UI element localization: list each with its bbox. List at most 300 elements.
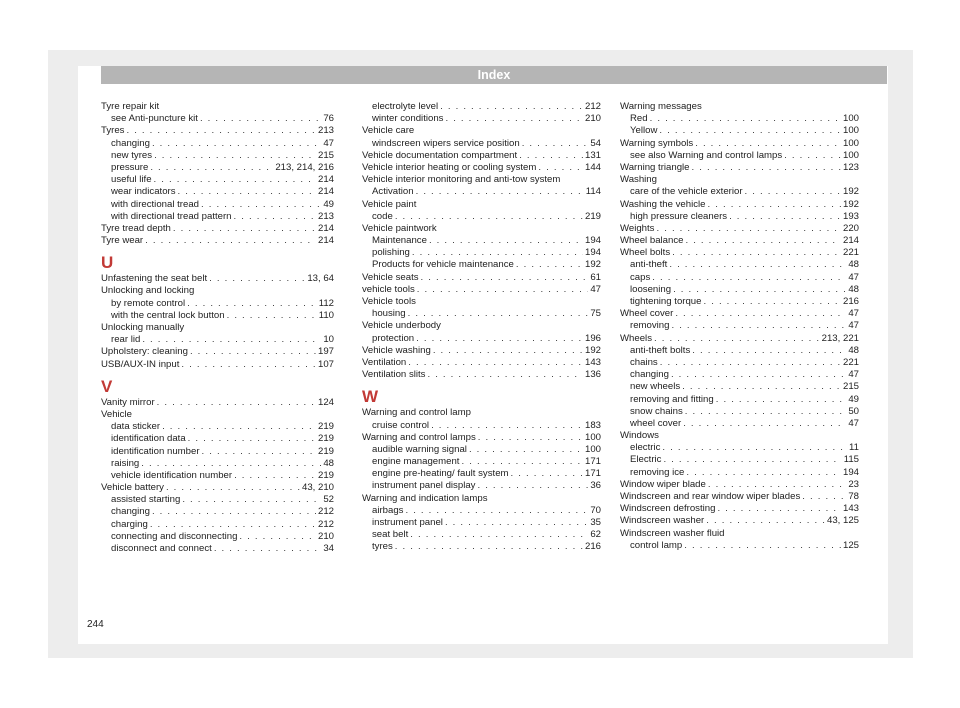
entry-term: identification number bbox=[111, 445, 200, 457]
dot-leader bbox=[395, 211, 583, 223]
index-subentry bbox=[362, 420, 601, 432]
index-subentry bbox=[620, 211, 859, 223]
page-reference: 131 bbox=[584, 149, 601, 161]
dot-leader bbox=[427, 369, 583, 381]
entry-term: Wheel cover bbox=[620, 308, 674, 320]
dot-leader bbox=[150, 519, 316, 531]
index-subentry bbox=[101, 150, 334, 162]
page-reference: 115 bbox=[843, 454, 859, 466]
dot-leader bbox=[729, 211, 841, 223]
page-reference: 48 bbox=[848, 344, 859, 356]
page-reference: 214 bbox=[317, 235, 334, 247]
entry-term: with directional tread pattern bbox=[111, 210, 232, 222]
page-reference: 43, 210 bbox=[301, 482, 334, 494]
page-reference: 143 bbox=[842, 503, 859, 515]
entry-term: data sticker bbox=[111, 421, 161, 433]
index-entry bbox=[620, 491, 859, 503]
dot-leader bbox=[410, 529, 588, 541]
dot-leader bbox=[671, 320, 846, 332]
index-subentry bbox=[620, 259, 859, 271]
dot-leader bbox=[538, 162, 583, 174]
index-entry bbox=[620, 162, 859, 174]
page-reference: 216 bbox=[584, 541, 601, 553]
page-reference: 213 bbox=[317, 210, 334, 222]
index-entry bbox=[362, 357, 601, 369]
dot-leader bbox=[154, 150, 316, 162]
index-subentry bbox=[620, 272, 859, 284]
entry-term: Activation bbox=[372, 186, 414, 198]
entry-term: Warning and indication lamps bbox=[362, 492, 488, 504]
entry-term: charging bbox=[111, 518, 148, 530]
entry-term: Windows bbox=[620, 430, 659, 442]
index-entry bbox=[620, 101, 859, 113]
entry-term: code bbox=[372, 210, 393, 222]
entry-term: instrument panel display bbox=[372, 480, 476, 492]
entry-term: cruise control bbox=[372, 419, 430, 431]
index-subentry bbox=[362, 468, 601, 480]
dot-leader bbox=[685, 406, 847, 418]
entry-term: Tyre wear bbox=[101, 235, 144, 247]
dot-leader bbox=[433, 345, 583, 357]
index-entry bbox=[362, 345, 601, 357]
index-entry bbox=[620, 199, 859, 211]
dot-leader bbox=[706, 515, 825, 527]
dot-leader bbox=[234, 470, 316, 482]
page-reference: 49 bbox=[848, 393, 859, 405]
entry-term: caps bbox=[630, 271, 651, 283]
entry-term: Vehicle seats bbox=[362, 271, 419, 283]
entry-term: airbags bbox=[372, 504, 404, 516]
dot-leader bbox=[692, 162, 841, 174]
page-reference: 193 bbox=[842, 210, 859, 222]
dot-leader bbox=[162, 421, 316, 433]
dot-leader bbox=[142, 334, 321, 346]
dot-leader bbox=[421, 272, 589, 284]
index-subentry bbox=[620, 113, 859, 125]
entry-term: Windscreen and rear window wiper blades bbox=[620, 491, 801, 502]
dot-leader bbox=[440, 101, 583, 113]
page-reference: 47 bbox=[590, 283, 601, 295]
dot-leader bbox=[671, 369, 846, 381]
entry-term: Warning symbols bbox=[620, 137, 694, 149]
page-reference: 194 bbox=[842, 466, 859, 478]
entry-term: raising bbox=[111, 457, 140, 469]
page-reference: 216 bbox=[842, 296, 859, 307]
index-entry bbox=[101, 397, 334, 409]
entry-term: high pressure cleaners bbox=[630, 210, 728, 222]
dot-leader bbox=[692, 345, 846, 357]
page-reference: 214 bbox=[317, 186, 334, 198]
index-subentry bbox=[362, 235, 601, 247]
entry-term: Warning triangle bbox=[620, 161, 690, 173]
index-entry bbox=[101, 223, 334, 235]
dot-leader bbox=[126, 125, 316, 137]
entry-term: Windscreen washer bbox=[620, 515, 705, 527]
dot-leader bbox=[227, 310, 317, 322]
page-reference: 212 bbox=[317, 518, 334, 530]
page-reference: 76 bbox=[323, 113, 334, 125]
page-reference: 47 bbox=[848, 417, 859, 429]
dot-leader bbox=[173, 223, 316, 235]
entry-term: see Anti-puncture kit bbox=[111, 113, 198, 125]
index-entry bbox=[362, 493, 601, 505]
index-subentry bbox=[362, 541, 601, 553]
index-entry bbox=[362, 223, 601, 235]
entry-term: housing bbox=[372, 308, 406, 320]
entry-term: with the central lock button bbox=[111, 309, 225, 321]
entry-term: Red bbox=[630, 113, 648, 125]
entry-term: Ventilation bbox=[362, 356, 407, 368]
page-reference: 75 bbox=[590, 308, 601, 320]
page-reference: 110 bbox=[318, 309, 334, 321]
index-subentry bbox=[362, 333, 601, 345]
dot-leader bbox=[154, 174, 316, 186]
dot-leader bbox=[395, 541, 583, 553]
entry-term: Warning messages bbox=[620, 101, 702, 112]
page-reference: 47 bbox=[848, 369, 859, 381]
entry-term: audible warning signal bbox=[372, 443, 467, 455]
index-subentry bbox=[101, 199, 334, 211]
index-subentry bbox=[362, 186, 601, 198]
dot-leader bbox=[669, 259, 846, 271]
entry-term: protection bbox=[372, 332, 415, 344]
dot-leader bbox=[516, 259, 583, 271]
entry-term: Warning and control lamps bbox=[362, 431, 476, 443]
page-reference: 210 bbox=[584, 113, 601, 125]
dot-leader bbox=[695, 138, 841, 150]
index-subentry bbox=[362, 247, 601, 259]
entry-term: Vehicle tools bbox=[362, 296, 416, 307]
dot-leader bbox=[166, 482, 300, 494]
dot-leader bbox=[652, 272, 846, 284]
entry-term: Windscreen defrosting bbox=[620, 503, 716, 515]
index-subentry bbox=[101, 334, 334, 346]
index-subentry bbox=[101, 162, 334, 174]
index-subentry bbox=[101, 113, 334, 125]
index-subentry bbox=[620, 357, 859, 369]
entry-term: anti-theft bolts bbox=[630, 344, 691, 356]
index-entry bbox=[362, 284, 601, 296]
dot-leader bbox=[214, 543, 322, 555]
entry-term: instrument panel bbox=[372, 517, 443, 528]
entry-term: Wheel bolts bbox=[620, 247, 671, 259]
index-entry bbox=[620, 479, 859, 491]
entry-term: Yellow bbox=[630, 125, 658, 137]
entry-term: wear indicators bbox=[111, 186, 176, 198]
dot-leader bbox=[408, 308, 589, 320]
entry-term: Vehicle interior monitoring and anti-tow system bbox=[362, 174, 561, 186]
index-entry bbox=[620, 503, 859, 515]
dot-leader bbox=[675, 308, 846, 320]
dot-leader bbox=[209, 273, 305, 285]
entry-term: Washing bbox=[620, 174, 657, 186]
entry-term: winter conditions bbox=[372, 113, 444, 125]
page-reference: 210 bbox=[317, 530, 334, 542]
dot-leader bbox=[784, 150, 841, 162]
page-reference: 192 bbox=[842, 186, 859, 198]
index-entry bbox=[620, 515, 859, 527]
index-subentry bbox=[362, 517, 601, 529]
entry-term: engine management bbox=[372, 456, 460, 468]
entry-term: connecting and disconnecting bbox=[111, 530, 238, 542]
index-subentry bbox=[620, 150, 859, 162]
index-subentry bbox=[101, 446, 334, 458]
entry-term: Tyres bbox=[101, 125, 125, 137]
dot-leader bbox=[683, 418, 846, 430]
dot-leader bbox=[150, 162, 273, 174]
dot-leader bbox=[201, 199, 321, 211]
page-reference: 100 bbox=[842, 125, 859, 137]
index-entry bbox=[101, 235, 334, 247]
page-reference: 221 bbox=[842, 247, 859, 259]
index-subentry bbox=[362, 211, 601, 223]
entry-term: tightening torque bbox=[630, 296, 702, 307]
index-column-3 bbox=[620, 101, 859, 552]
page-reference: 192 bbox=[584, 259, 601, 271]
entry-term: Upholstery: cleaning bbox=[101, 346, 188, 358]
index-entry bbox=[101, 346, 334, 358]
dot-leader bbox=[200, 113, 321, 125]
page-reference: 123 bbox=[842, 161, 859, 173]
index-subentry bbox=[101, 310, 334, 322]
index-subentry bbox=[620, 186, 859, 198]
entry-term: Vehicle paintwork bbox=[362, 222, 437, 234]
entry-term: Wheels bbox=[620, 332, 652, 344]
index-subentry bbox=[101, 458, 334, 470]
entry-term: Wheel balance bbox=[620, 235, 684, 247]
page-reference: 219 bbox=[317, 421, 334, 433]
index-entry bbox=[101, 101, 334, 113]
index-entry bbox=[362, 174, 601, 186]
page-reference: 36 bbox=[590, 480, 601, 492]
index-entry bbox=[362, 320, 601, 332]
entry-term: USB/AUX-IN input bbox=[101, 358, 180, 370]
index-subentry bbox=[101, 174, 334, 186]
index-column-2 bbox=[362, 101, 601, 554]
entry-term: Products for vehicle maintenance bbox=[372, 259, 514, 271]
entry-term: Unlocking and locking bbox=[101, 285, 195, 297]
page-reference: 219 bbox=[584, 210, 601, 222]
page-reference: 114 bbox=[585, 186, 601, 198]
page-reference: 100 bbox=[584, 431, 601, 443]
index-subentry bbox=[620, 284, 859, 296]
entry-term: pressure bbox=[111, 161, 149, 173]
index-subentry bbox=[362, 113, 601, 125]
index-entry bbox=[101, 482, 334, 494]
dot-leader bbox=[522, 138, 589, 150]
index-subentry bbox=[620, 418, 859, 430]
entry-term: snow chains bbox=[630, 405, 683, 417]
page-reference: 48 bbox=[848, 259, 859, 271]
page-reference: 171 bbox=[584, 468, 601, 480]
page-reference: 213, 214, 216 bbox=[275, 161, 334, 173]
entry-term: Vehicle washing bbox=[362, 344, 431, 356]
page-reference: 47 bbox=[848, 308, 859, 320]
dot-leader bbox=[416, 333, 583, 345]
entry-term: Washing the vehicle bbox=[620, 198, 706, 210]
index-entry bbox=[101, 285, 334, 297]
index-subentry bbox=[362, 444, 601, 456]
page-reference: 49 bbox=[323, 198, 334, 210]
page-reference: 100 bbox=[842, 137, 859, 149]
dot-leader bbox=[445, 517, 588, 529]
entry-term: changing bbox=[111, 506, 150, 518]
dot-leader bbox=[663, 454, 841, 466]
dot-leader bbox=[182, 494, 321, 506]
dot-leader bbox=[234, 211, 316, 223]
page-reference: 35 bbox=[590, 517, 601, 528]
entry-term: useful life bbox=[111, 174, 152, 186]
entry-term: anti-theft bbox=[630, 259, 668, 271]
index-subentry bbox=[620, 394, 859, 406]
page-reference: 212 bbox=[317, 506, 334, 518]
index-entry bbox=[620, 174, 859, 186]
entry-term: removing bbox=[630, 320, 670, 332]
page-reference: 13, 64 bbox=[307, 273, 334, 285]
index-entry bbox=[101, 273, 334, 285]
entry-term: new wheels bbox=[630, 381, 681, 393]
entry-term: Vehicle paint bbox=[362, 198, 417, 210]
page-reference: 70 bbox=[590, 504, 601, 516]
index-entry bbox=[101, 125, 334, 137]
index-subentry bbox=[101, 531, 334, 543]
index-entry bbox=[620, 235, 859, 247]
page-reference: 112 bbox=[318, 297, 334, 309]
page-reference: 124 bbox=[317, 396, 334, 408]
entry-term: Vanity mirror bbox=[101, 396, 155, 408]
entry-term: Vehicle care bbox=[362, 125, 415, 137]
page-reference: 213 bbox=[317, 125, 334, 137]
entry-term: Unfastening the seat belt bbox=[101, 273, 208, 285]
page-reference: 34 bbox=[323, 543, 334, 554]
index-entry bbox=[362, 150, 601, 162]
page-reference: 100 bbox=[842, 149, 859, 161]
index-subentry bbox=[362, 480, 601, 492]
dot-leader bbox=[703, 296, 841, 308]
entry-term: Electric bbox=[630, 454, 662, 466]
entry-term: windscreen wipers service position bbox=[372, 137, 520, 149]
dot-leader bbox=[686, 467, 841, 479]
dot-leader bbox=[417, 284, 589, 296]
page-reference: 11 bbox=[849, 442, 859, 454]
page-reference: 220 bbox=[842, 222, 859, 234]
page-reference: 61 bbox=[590, 271, 601, 283]
dot-leader bbox=[708, 479, 846, 491]
page-reference: 215 bbox=[317, 149, 334, 161]
dot-leader bbox=[684, 540, 841, 552]
dot-leader bbox=[745, 186, 841, 198]
entry-term: vehicle identification number bbox=[111, 469, 233, 481]
dot-leader bbox=[802, 491, 846, 503]
index-entry bbox=[620, 138, 859, 150]
page-reference: 143 bbox=[584, 356, 601, 368]
page-reference: 52 bbox=[323, 494, 334, 506]
index-entry bbox=[620, 528, 859, 540]
page-reference: 192 bbox=[584, 344, 601, 356]
index-entry bbox=[362, 407, 601, 419]
page-reference: 54 bbox=[590, 137, 601, 149]
entry-term: with directional tread bbox=[111, 198, 199, 210]
dot-leader bbox=[478, 432, 583, 444]
entry-term: Ventilation slits bbox=[362, 369, 426, 381]
entry-term: seat belt bbox=[372, 529, 409, 541]
dot-leader bbox=[157, 397, 316, 409]
index-subentry bbox=[620, 442, 859, 454]
page-reference: 194 bbox=[584, 235, 601, 247]
index-subentry bbox=[101, 211, 334, 223]
page-reference: 78 bbox=[848, 491, 859, 502]
index-entry bbox=[620, 247, 859, 259]
page-reference: 219 bbox=[317, 469, 334, 481]
page-reference: 48 bbox=[848, 283, 859, 295]
entry-term: Unlocking manually bbox=[101, 322, 185, 333]
index-entry bbox=[620, 333, 859, 345]
index-entry bbox=[362, 162, 601, 174]
entry-term: tyres bbox=[372, 541, 393, 553]
page-reference: 144 bbox=[584, 161, 601, 173]
page-reference: 221 bbox=[842, 356, 859, 368]
index-subentry bbox=[101, 519, 334, 531]
entry-term: rear lid bbox=[111, 334, 141, 346]
index-subentry bbox=[620, 369, 859, 381]
index-subentry bbox=[362, 456, 601, 468]
index-subentry bbox=[620, 454, 859, 466]
index-subentry bbox=[101, 470, 334, 482]
dot-leader bbox=[239, 531, 316, 543]
index-subentry bbox=[620, 345, 859, 357]
dot-leader bbox=[682, 381, 841, 393]
dot-leader bbox=[145, 235, 316, 247]
dot-leader bbox=[656, 223, 841, 235]
entry-term: assisted starting bbox=[111, 494, 181, 506]
page-reference: 23 bbox=[848, 478, 859, 490]
dot-leader bbox=[431, 420, 583, 432]
index-subentry bbox=[620, 540, 859, 552]
index-subentry bbox=[101, 186, 334, 198]
dot-leader bbox=[672, 247, 841, 259]
dot-leader bbox=[141, 458, 321, 470]
dot-leader bbox=[654, 333, 820, 345]
index-subentry bbox=[101, 298, 334, 310]
page-number: 244 bbox=[87, 619, 104, 630]
index-subentry bbox=[362, 505, 601, 517]
index-subentry bbox=[101, 421, 334, 433]
page-reference: 100 bbox=[842, 113, 859, 125]
index-entry bbox=[101, 409, 334, 421]
entry-term: Tyre repair kit bbox=[101, 101, 160, 112]
dot-leader bbox=[461, 456, 583, 468]
index-entry bbox=[620, 223, 859, 235]
page-reference: 214 bbox=[317, 174, 334, 186]
entry-term: vehicle tools bbox=[362, 283, 415, 295]
page-reference: 212 bbox=[584, 101, 601, 112]
dot-leader bbox=[477, 480, 588, 492]
index-entry bbox=[620, 430, 859, 442]
dot-leader bbox=[662, 442, 847, 454]
entry-term: electric bbox=[630, 442, 661, 454]
entry-term: see also Warning and control lamps bbox=[630, 149, 783, 161]
entry-term: loosening bbox=[630, 283, 672, 295]
entry-term: chains bbox=[630, 356, 658, 368]
dot-leader bbox=[716, 394, 847, 406]
dot-leader bbox=[187, 298, 317, 310]
index-subentry bbox=[101, 138, 334, 150]
entry-term: by remote control bbox=[111, 297, 186, 309]
entry-term: engine pre-heating/ fault system bbox=[372, 468, 509, 480]
dot-leader bbox=[408, 357, 583, 369]
index-subentry bbox=[362, 529, 601, 541]
entry-term: Tyre tread depth bbox=[101, 222, 171, 234]
